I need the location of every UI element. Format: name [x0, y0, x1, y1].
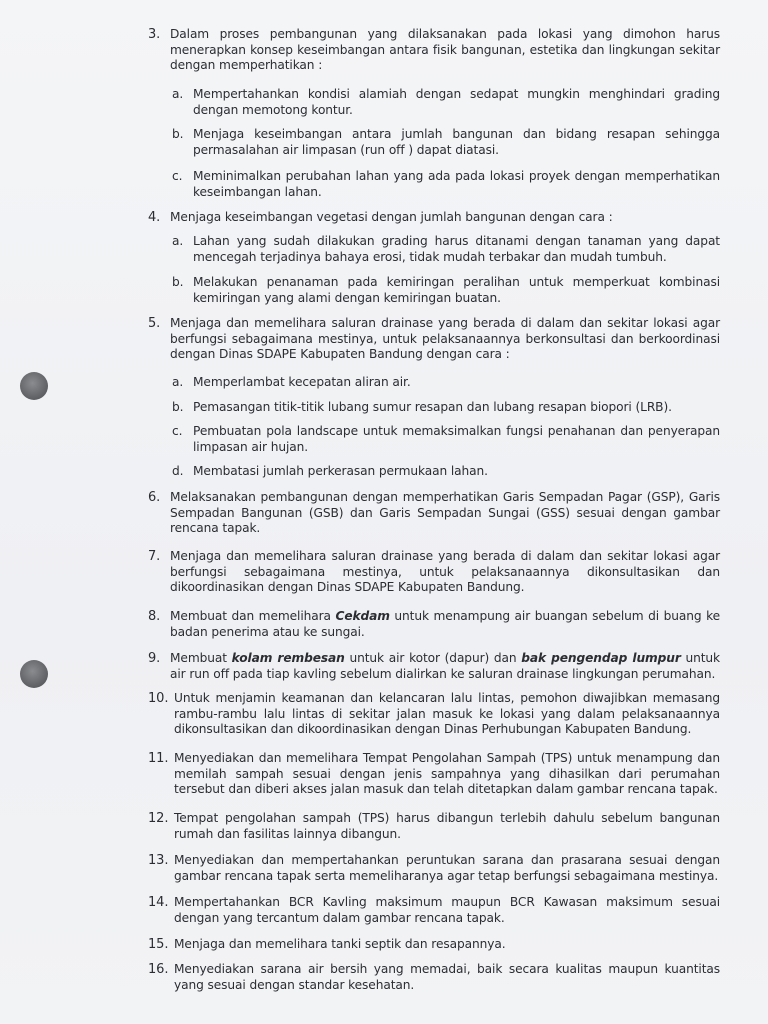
item-text-part: Membuat	[170, 651, 232, 665]
item-number: 11.	[148, 751, 169, 766]
list-item-10	[148, 691, 720, 738]
item-text: Menjaga keseimbangan vegetasi dengan jumlah bangunan dengan cara :	[170, 210, 613, 224]
item-number: 9.	[148, 651, 161, 666]
item-text-part: untuk menampung air buangan sebelum di buang ke badan penerima atau ke sungai.	[170, 609, 721, 639]
item-text-part: untuk air kotor (dapur) dan	[344, 651, 522, 665]
list-item-12	[148, 811, 720, 842]
sub-item-label: d.	[172, 464, 184, 478]
item-number: 4.	[148, 210, 161, 225]
item-text: Menyediakan sarana air bersih yang memadai, baik secara kualitas maupun kuantitas yang sesuai dengan standar kesehatan.	[174, 962, 720, 992]
sub-item-text: Lahan yang sudah dilakukan grading harus ditanami dengan tanaman yang dapat mencegah terjadinya bahaya erosi, tidak mudah terbakar dan mudah tumbuh.	[193, 234, 720, 264]
sub-item-text: Membatasi jumlah perkerasan permukaan lahan.	[193, 464, 488, 478]
item-number: 7.	[148, 549, 161, 564]
sub-item-label: c.	[172, 424, 183, 438]
sub-item-label: a.	[172, 234, 184, 248]
sub-item-3c	[172, 169, 720, 200]
item-text: Menyediakan dan mempertahankan peruntukan sarana dan prasarana sesuai dengan gambar rencana tapak serta memeliharanya agar tetap berfungsi sebagaimana mestinya.	[174, 853, 720, 883]
sub-item-text: Pemasangan titik-titik lubang sumur resapan dan lubang resapan biopori (LRB).	[193, 400, 672, 414]
sub-item-text: Melakukan penanaman pada kemiringan peralihan untuk memperkuat kombinasi kemiringan yang alami dengan kemiringan buatan.	[193, 275, 720, 305]
item-text: Melaksanakan pembangunan dengan memperhatikan Garis Sempadan Pagar (GSP), Garis Sempadan Bangunan (GSB) dan Garis Sempadan Sungai (GSS) sesuai dengan gambar rencana tapak.	[170, 490, 720, 535]
list-item-8	[148, 609, 720, 640]
item-emphasis: kolam rembesan	[231, 651, 345, 665]
item-number: 13.	[148, 853, 169, 868]
punch-hole-bottom	[20, 660, 48, 688]
sub-item-3a	[172, 87, 720, 118]
list-item-11	[148, 751, 720, 798]
list-item-5	[148, 316, 720, 363]
item-emphasis: Cekdam	[335, 609, 390, 623]
list-item-13	[148, 853, 720, 884]
item-number: 12.	[148, 811, 169, 826]
sub-item-4b	[172, 275, 720, 306]
sub-item-5d	[172, 464, 720, 480]
sub-item-3b	[172, 127, 720, 158]
list-item-15	[148, 937, 720, 953]
item-number: 8.	[148, 609, 161, 624]
item-number: 16.	[148, 962, 169, 977]
list-item-6	[148, 490, 720, 537]
item-text: Menjaga dan memelihara tanki septik dan resapannya.	[174, 937, 506, 951]
list-item-9	[148, 651, 720, 682]
item-text-part: Membuat dan memelihara	[170, 609, 336, 623]
item-text-part: untuk air run off pada tiap kavling sebelum dialirkan ke saluran drainase lingkungan perumahan.	[170, 651, 720, 681]
item-number: 6.	[148, 490, 161, 505]
sub-item-text: Menjaga keseimbangan antara jumlah bangunan dan bidang resapan sehingga permasalahan air limpasan (run off ) dapat diatasi.	[193, 127, 720, 157]
sub-item-text: Memperlambat kecepatan aliran air.	[193, 375, 411, 389]
sub-item-label: a.	[172, 375, 184, 389]
sub-item-text: Pembuatan pola landscape untuk memaksimalkan fungsi penahanan dan penyerapan limpasan air hujan.	[193, 424, 720, 454]
item-text	[148, 651, 720, 682]
item-text: Menyediakan dan memelihara Tempat Pengolahan Sampah (TPS) untuk menampung dan memilah sampah sesuai dengan jenis sampahnya yang dihasilkan dari perumahan tersebut dan diberi akses jalan masuk dan telah ditetapkan dalam gambar rencana tapak.	[174, 751, 720, 796]
sub-item-label: a.	[172, 87, 184, 101]
sub-item-4a	[172, 234, 720, 265]
list-item-16	[148, 962, 720, 993]
list-item-7	[148, 549, 720, 596]
sub-item-5c	[172, 424, 720, 455]
sub-item-label: b.	[172, 127, 184, 141]
item-text: Mempertahankan BCR Kavling maksimum maupun BCR Kawasan maksimum sesuai dengan yang tercantum dalam gambar rencana tapak.	[174, 895, 720, 925]
item-number: 14.	[148, 895, 169, 910]
list-item-14	[148, 895, 720, 926]
item-text: Untuk menjamin keamanan dan kelancaran lalu lintas, pemohon diwajibkan memasang rambu-rambu lalu lintas di sekitar jalan masuk ke lokasi yang dalam pelaksanaannya dikonsultasikan dan dikoordinasikan dengan Dinas Perhubungan Kabupaten Bandung.	[174, 691, 720, 736]
item-text: Tempat pengolahan sampah (TPS) harus dibangun terlebih dahulu sebelum bangunan rumah dan fasilitas lainnya dibangun.	[174, 811, 720, 841]
item-emphasis: bak pengendap lumpur	[521, 651, 681, 665]
item-text: Menjaga dan memelihara saluran drainase yang berada di dalam dan sekitar lokasi agar berfungsi sebagaimana mestinya, untuk pelaksanaannya dikonsultasikan dan dikoordinasikan dengan Dinas SDAPE Kabupaten Bandung.	[170, 549, 720, 594]
sub-item-label: c.	[172, 169, 183, 183]
sub-item-label: b.	[172, 400, 184, 414]
list-item-3	[148, 27, 720, 74]
punch-hole-top	[20, 372, 48, 400]
list-item-4	[148, 210, 720, 226]
item-number: 3.	[148, 27, 161, 42]
item-text: Menjaga dan memelihara saluran drainase yang berada di dalam dan sekitar lokasi agar berfungsi sebagaimana mestinya, untuk pelaksanaannya berkonsultasi dan berkoordinasi dengan Dinas SDAPE Kabupaten Bandung dengan cara :	[170, 316, 720, 361]
item-number: 10.	[148, 691, 169, 706]
sub-item-5a	[172, 375, 720, 391]
item-text	[148, 609, 720, 640]
item-text: Dalam proses pembangunan yang dilaksanakan pada lokasi yang dimohon harus menerapkan konsep keseimbangan antara fisik bangunan, estetika dan lingkungan sekitar dengan memperhatikan :	[170, 27, 720, 72]
sub-item-label: b.	[172, 275, 184, 289]
item-number: 5.	[148, 316, 161, 331]
item-number: 15.	[148, 937, 169, 952]
sub-item-text: Mempertahankan kondisi alamiah dengan sedapat mungkin menghindari grading dengan memotong kontur.	[193, 87, 720, 117]
sub-item-text: Meminimalkan perubahan lahan yang ada pada lokasi proyek dengan memperhatikan keseimbangan lahan.	[193, 169, 720, 199]
sub-item-5b	[172, 400, 720, 416]
